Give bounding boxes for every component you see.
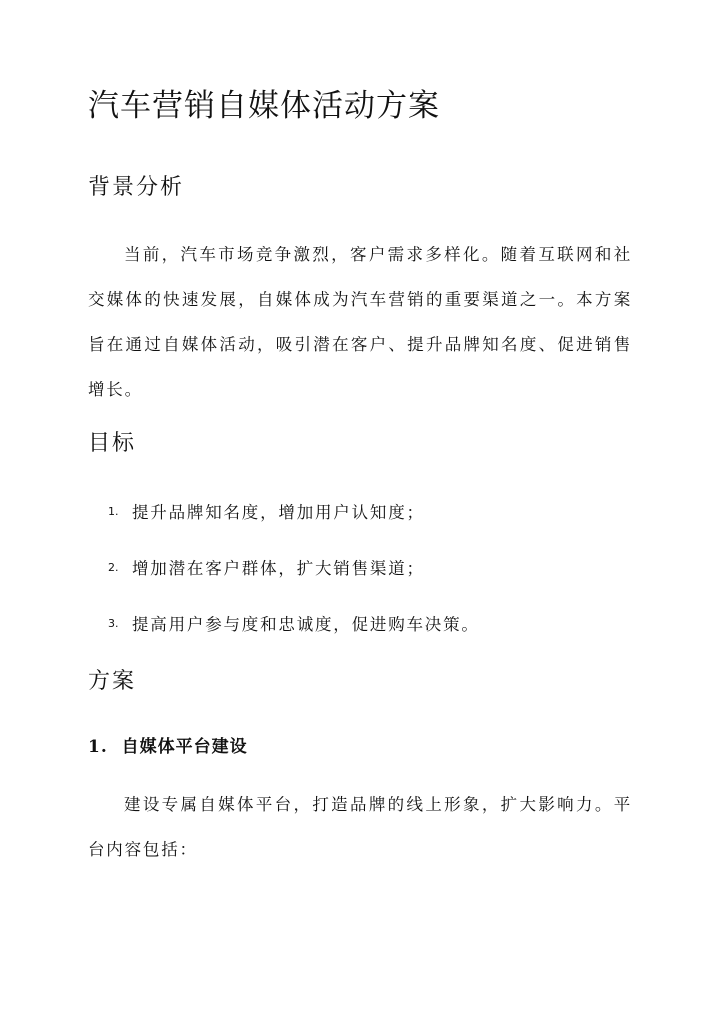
goals-list [108,483,480,651]
list-item-number: 3. [108,616,119,630]
list-item-text: 提升品牌知名度，增加用户认知度； [132,503,425,522]
heading-goals: 目标 [88,431,137,456]
heading-plan: 方案 [88,669,137,694]
list-item-text: 增加潜在客户群体，扩大销售渠道； [132,559,425,578]
list-item-text: 提高用户参与度和忠诚度，促进购车决策。 [132,615,480,634]
list-item [108,595,480,651]
document-title: 汽车营销自媒体活动方案 [88,88,440,124]
list-item [108,539,480,595]
background-paragraph: 当前，汽车市场竞争激烈，客户需求多样化。随着互联网和社交媒体的快速发展，自媒体成为汽车营销的重要渠道之一。本方案旨在通过自媒体活动，吸引潜在客户、提升品牌知名度、促进销售增长。 [88,245,632,399]
platform-paragraph: 建设专属自媒体平台，打造品牌的线上形象，扩大影响力。平台内容包括： [88,795,632,859]
list-item-number: 1. [108,504,119,518]
heading-platform-building: 1. 自媒体平台建设 [88,737,248,757]
list-item [108,483,480,539]
heading-background: 背景分析 [88,175,185,200]
list-item-number: 2. [108,560,119,574]
